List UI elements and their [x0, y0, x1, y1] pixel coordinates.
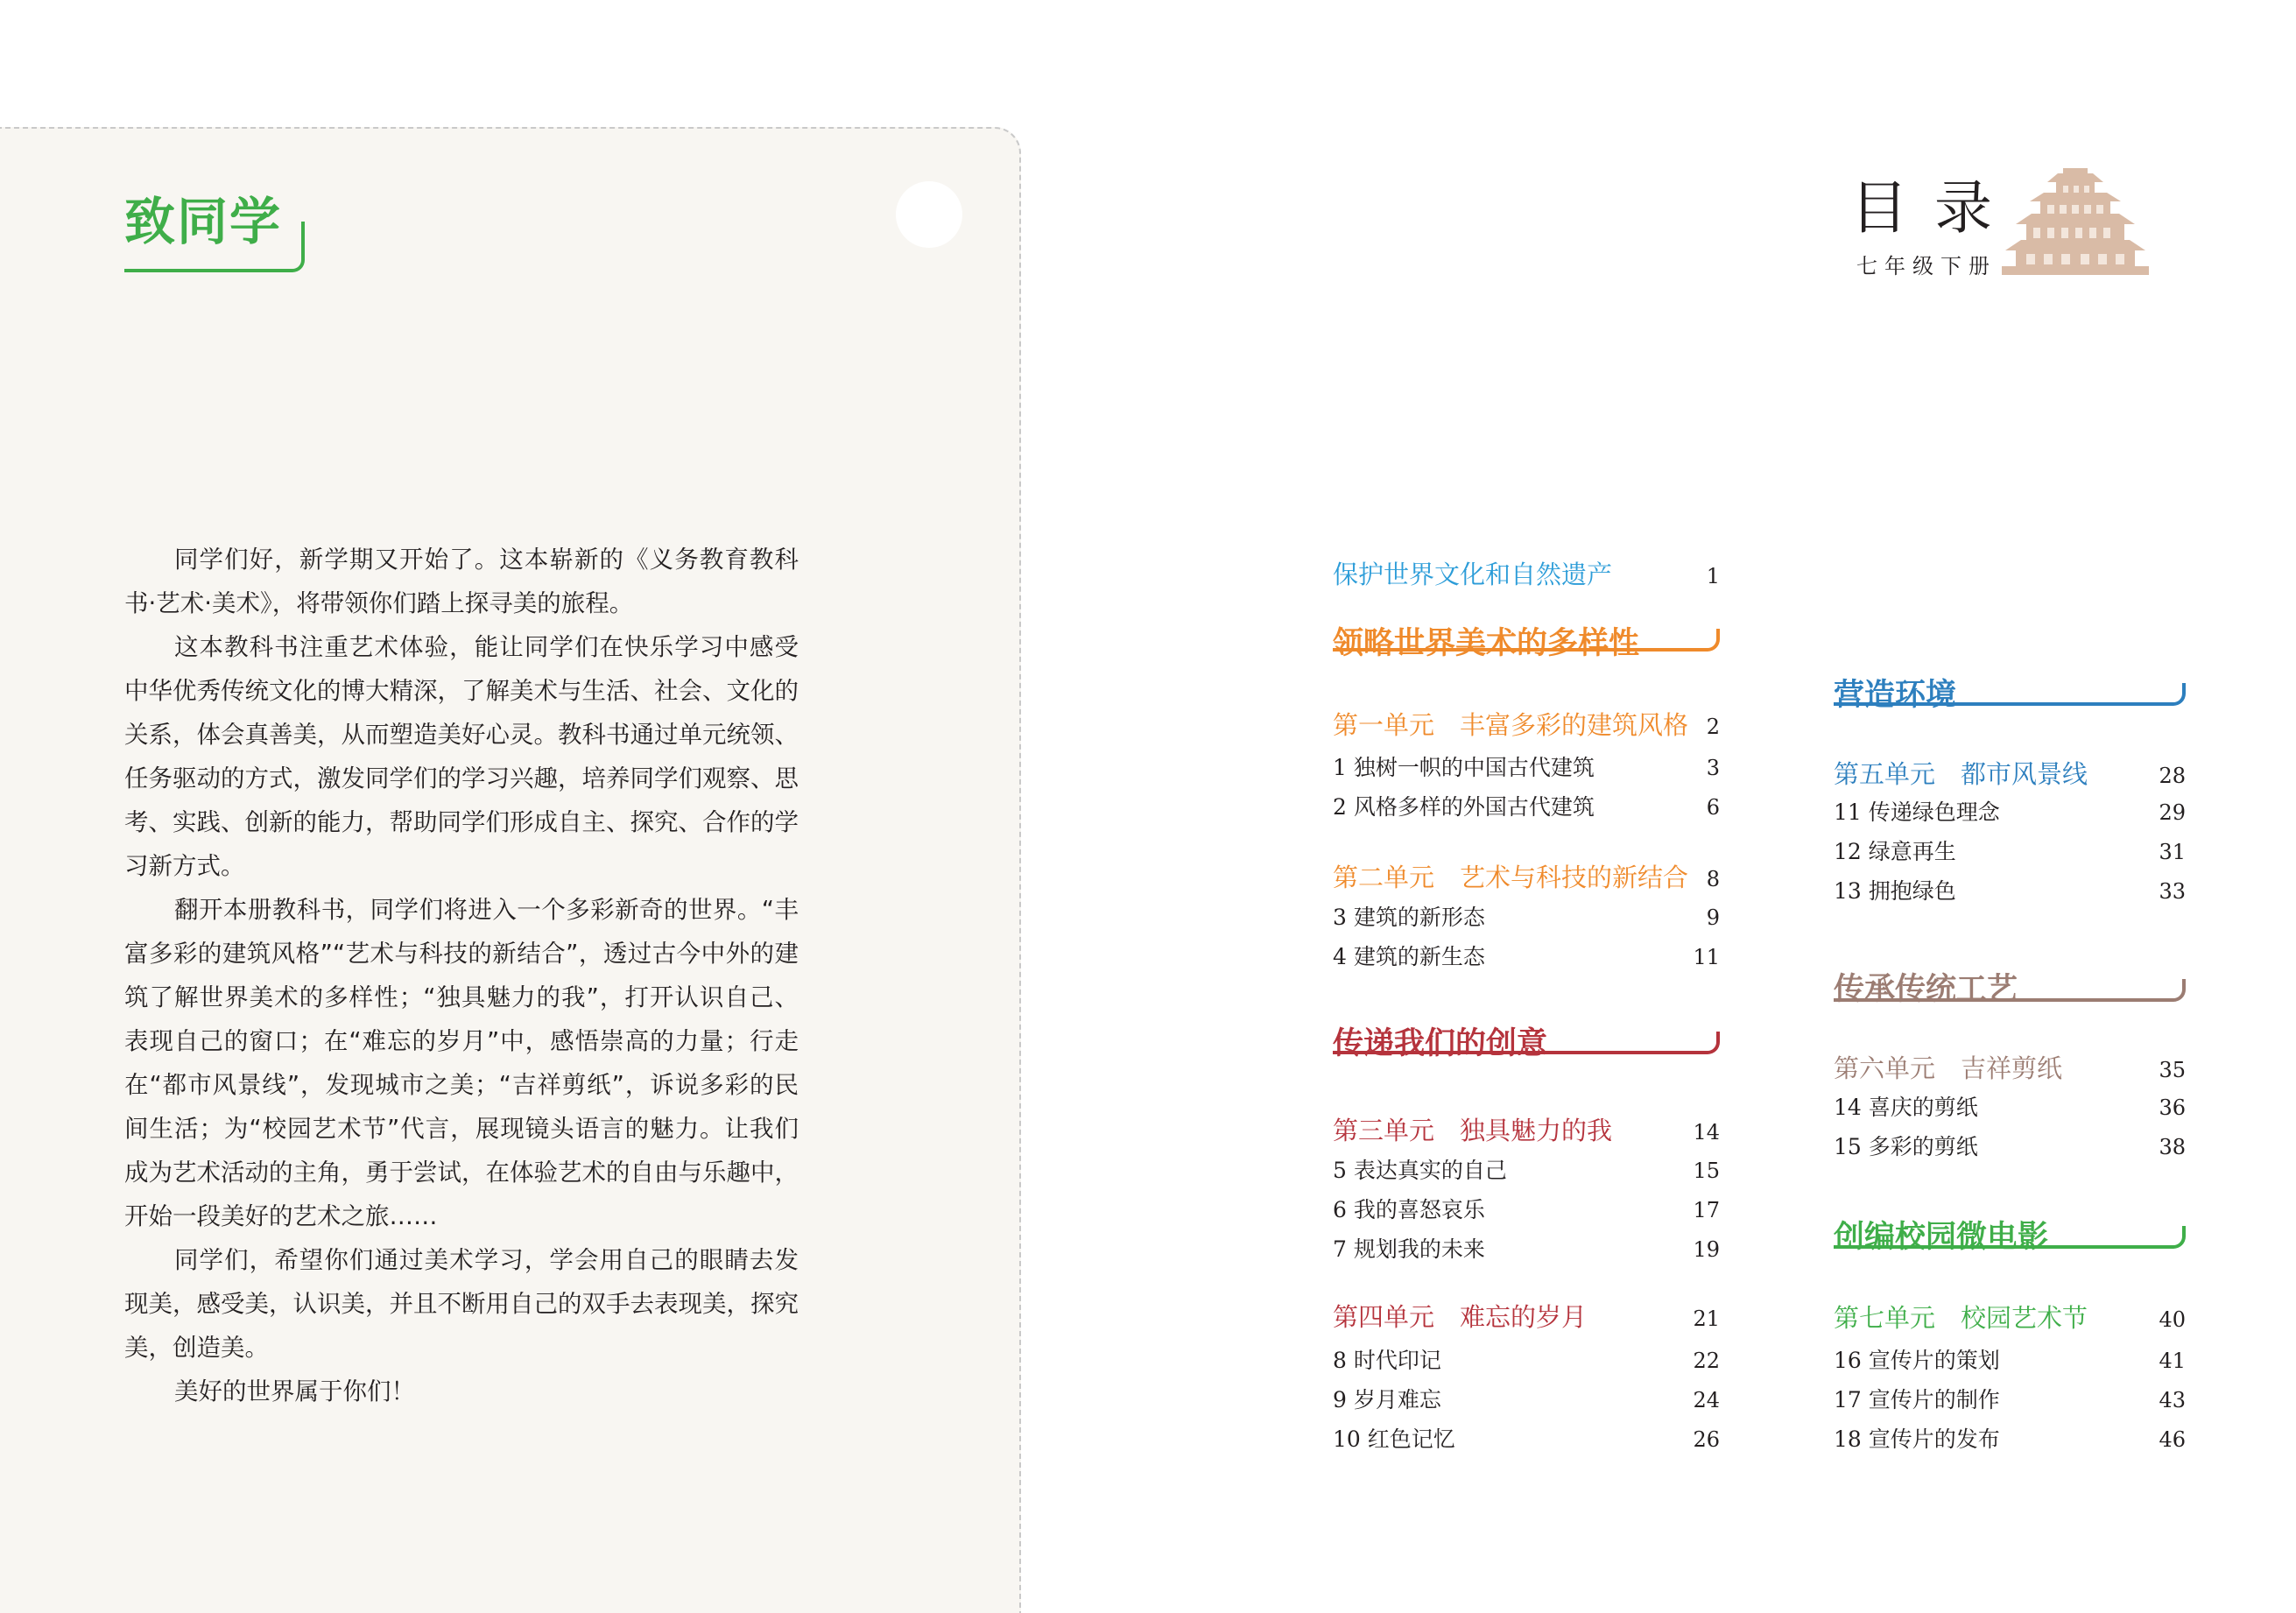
- toc-page-number: 17: [1693, 1198, 1720, 1222]
- toc-subtitle: 七年级下册: [1856, 254, 1997, 278]
- toc-unit-row[interactable]: [1333, 1302, 1720, 1332]
- toc-unit-label: 第六单元 吉祥剪纸: [1834, 1053, 2063, 1083]
- toc-unit-row[interactable]: [1834, 759, 2186, 789]
- intro-paragraph: 同学们，希望你们通过美术学习，学会用自己的眼睛去发现美，感受美，认识美，并且不断用自己的双手去表现美，探究美，创造美。: [124, 1246, 799, 1362]
- toc-unit-label: 第二单元 艺术与科技的新结合: [1333, 863, 1689, 892]
- toc-lesson-row[interactable]: [1834, 1096, 2186, 1118]
- toc-lesson-label: 16 宣传片的策划: [1834, 1348, 2000, 1373]
- toc-page-number: 33: [2159, 879, 2186, 904]
- toc-page-number: 6: [1706, 795, 1720, 820]
- toc-section-title: 领略世界美术的多样性: [1333, 626, 1640, 661]
- toc-unit-label: 第一单元 丰富多彩的建筑风格: [1333, 710, 1689, 740]
- toc-page-number: 9: [1706, 905, 1720, 930]
- toc-page-number: 41: [2159, 1349, 2186, 1373]
- toc-lesson-row[interactable]: [1333, 796, 1720, 818]
- toc-unit-label: 第七单元 校园艺术节: [1834, 1303, 2088, 1333]
- toc-unit-row[interactable]: [1333, 865, 1720, 891]
- toc-lesson-row[interactable]: [1834, 1136, 2186, 1158]
- toc-lesson-label: 4 建筑的新生态: [1333, 944, 1485, 969]
- toc-lesson-label: 5 表达真实的自己: [1333, 1158, 1507, 1183]
- toc-page-number: 19: [1693, 1237, 1720, 1262]
- toc-lesson-label: 3 建筑的新形态: [1333, 905, 1485, 930]
- toc-lesson-label: 6 我的喜怒哀乐: [1333, 1197, 1485, 1222]
- toc-lesson-row[interactable]: [1333, 1349, 1720, 1371]
- toc-lesson-label: 2 风格多样的外国古代建筑: [1333, 794, 1595, 820]
- toc-unit-label: 第三单元 独具魅力的我: [1333, 1116, 1613, 1145]
- toc-page-number: 31: [2159, 840, 2186, 864]
- pavilion-icon: [2002, 168, 2149, 275]
- toc-lesson-row[interactable]: [1834, 801, 2186, 823]
- toc-page-number: 40: [2159, 1307, 2186, 1332]
- toc-lesson-row[interactable]: [1834, 880, 2186, 902]
- toc-page-number: 21: [1693, 1307, 1720, 1331]
- toc-lesson-row[interactable]: [1834, 1389, 2186, 1411]
- toc-page-number: 3: [1706, 756, 1720, 780]
- toc-lesson-label: 1 独树一帜的中国古代建筑: [1333, 755, 1595, 780]
- toc-page-number: 1: [1706, 564, 1720, 588]
- toc-lesson-label: 10 红色记忆: [1333, 1426, 1455, 1452]
- toc-unit-row[interactable]: [1333, 710, 1720, 740]
- toc-lesson-label: 15 多彩的剪纸: [1834, 1134, 1978, 1159]
- toc-unit-label: 第四单元 难忘的岁月: [1333, 1302, 1588, 1332]
- toc-preface-row[interactable]: [1333, 562, 1720, 588]
- intro-paragraph: 同学们好，新学期又开始了。这本崭新的《义务教育教科书·艺术·美术》，将带领你们踏上探寻美的旅程。: [124, 546, 799, 617]
- toc-lesson-row[interactable]: [1333, 1428, 1720, 1450]
- toc-page-number: 24: [1693, 1388, 1720, 1412]
- toc-page-number: 11: [1693, 945, 1720, 969]
- toc-lesson-row[interactable]: [1333, 946, 1720, 968]
- toc-lesson-row[interactable]: [1333, 1199, 1720, 1221]
- intro-paragraph: 翻开本册教科书，同学们将进入一个多彩新奇的世界。“丰富多彩的建筑风格”“艺术与科技的新结合”，透过古今中外的建筑了解世界美术的多样性；“独具魅力的我”，打开认识自己、表现自己的窗口；在“难忘的岁月”中，感悟崇高的力量；行走在“都市风景线”，发现城市之美；“吉祥剪纸”，诉说多彩的民间生活；为“校园艺术节”代言，展现镜头语言的魅力。让我们成为艺术活动的主角，勇于尝试，在体验艺术的自由与乐趣中，开始一段美好的艺术之旅……: [124, 896, 799, 1230]
- toc-section-title: 传承传统工艺: [1834, 972, 2018, 1007]
- toc-preface-label: 保护世界文化和自然遗产: [1333, 560, 1613, 589]
- toc-page-number: 2: [1706, 715, 1720, 739]
- intro-title: 致同学: [124, 192, 283, 251]
- toc-lesson-row[interactable]: [1333, 1389, 1720, 1411]
- toc-lesson-label: 8 时代印记: [1333, 1348, 1441, 1373]
- toc-page-number: 35: [2159, 1058, 2186, 1082]
- toc-page-number: 38: [2159, 1135, 2186, 1159]
- toc-unit-row[interactable]: [1834, 1053, 2186, 1083]
- toc-section-title: 营造环境: [1834, 678, 1957, 713]
- toc-title: 目录: [1850, 174, 2018, 242]
- toc-page-number: 22: [1693, 1349, 1720, 1373]
- toc-page-number: 36: [2159, 1095, 2186, 1120]
- intro-paragraph: 美好的世界属于你们！: [174, 1377, 415, 1405]
- toc-lesson-row[interactable]: [1333, 757, 1720, 778]
- toc-unit-row[interactable]: [1333, 1118, 1720, 1144]
- toc-section-title: 创编校园微电影: [1834, 1220, 2049, 1255]
- toc-lesson-label: 18 宣传片的发布: [1834, 1426, 2000, 1452]
- toc-page-number: 14: [1693, 1120, 1720, 1145]
- toc-page-number: 15: [1693, 1159, 1720, 1183]
- toc-section-title: 传递我们的创意: [1333, 1026, 1548, 1061]
- toc-lesson-row[interactable]: [1333, 1238, 1720, 1260]
- toc-lesson-row[interactable]: [1834, 1428, 2186, 1450]
- toc-lesson-row[interactable]: [1834, 841, 2186, 863]
- toc-unit-row[interactable]: [1834, 1303, 2186, 1333]
- toc-unit-label: 第五单元 都市风景线: [1834, 759, 2088, 789]
- binder-hole: [896, 181, 962, 248]
- toc-lesson-label: 13 拥抱绿色: [1834, 878, 1956, 904]
- toc-lesson-row[interactable]: [1333, 1159, 1720, 1181]
- intro-paragraph: 这本教科书注重艺术体验，能让同学们在快乐学习中感受中华优秀传统文化的博大精深，了解美术与生活、社会、文化的关系，体会真善美，从而塑造美好心灵。教科书通过单元统领、任务驱动的方式，激发同学们的学习兴趣，培养同学们观察、思考、实践、创新的能力，帮助同学们形成自主、探究、合作的学习新方式。: [124, 633, 799, 880]
- toc-page-number: 28: [2159, 764, 2186, 788]
- toc-lesson-label: 7 规划我的未来: [1333, 1236, 1485, 1262]
- toc-lesson-label: 17 宣传片的制作: [1834, 1387, 2000, 1412]
- toc-page-number: 26: [1693, 1427, 1720, 1452]
- toc-page-number: 46: [2159, 1427, 2186, 1452]
- toc-page-number: 29: [2159, 800, 2186, 825]
- toc-page-number: 43: [2159, 1388, 2186, 1412]
- toc-lesson-label: 12 绿意再生: [1834, 839, 1956, 864]
- toc-page-number: 8: [1706, 867, 1720, 891]
- intro-body: [124, 538, 799, 1413]
- toc-lesson-row[interactable]: [1333, 906, 1720, 928]
- toc-lesson-label: 14 喜庆的剪纸: [1834, 1095, 1978, 1120]
- toc-lesson-label: 11 传递绿色理念: [1834, 799, 2000, 825]
- toc-lesson-row[interactable]: [1834, 1349, 2186, 1371]
- toc-lesson-label: 9 岁月难忘: [1333, 1387, 1441, 1412]
